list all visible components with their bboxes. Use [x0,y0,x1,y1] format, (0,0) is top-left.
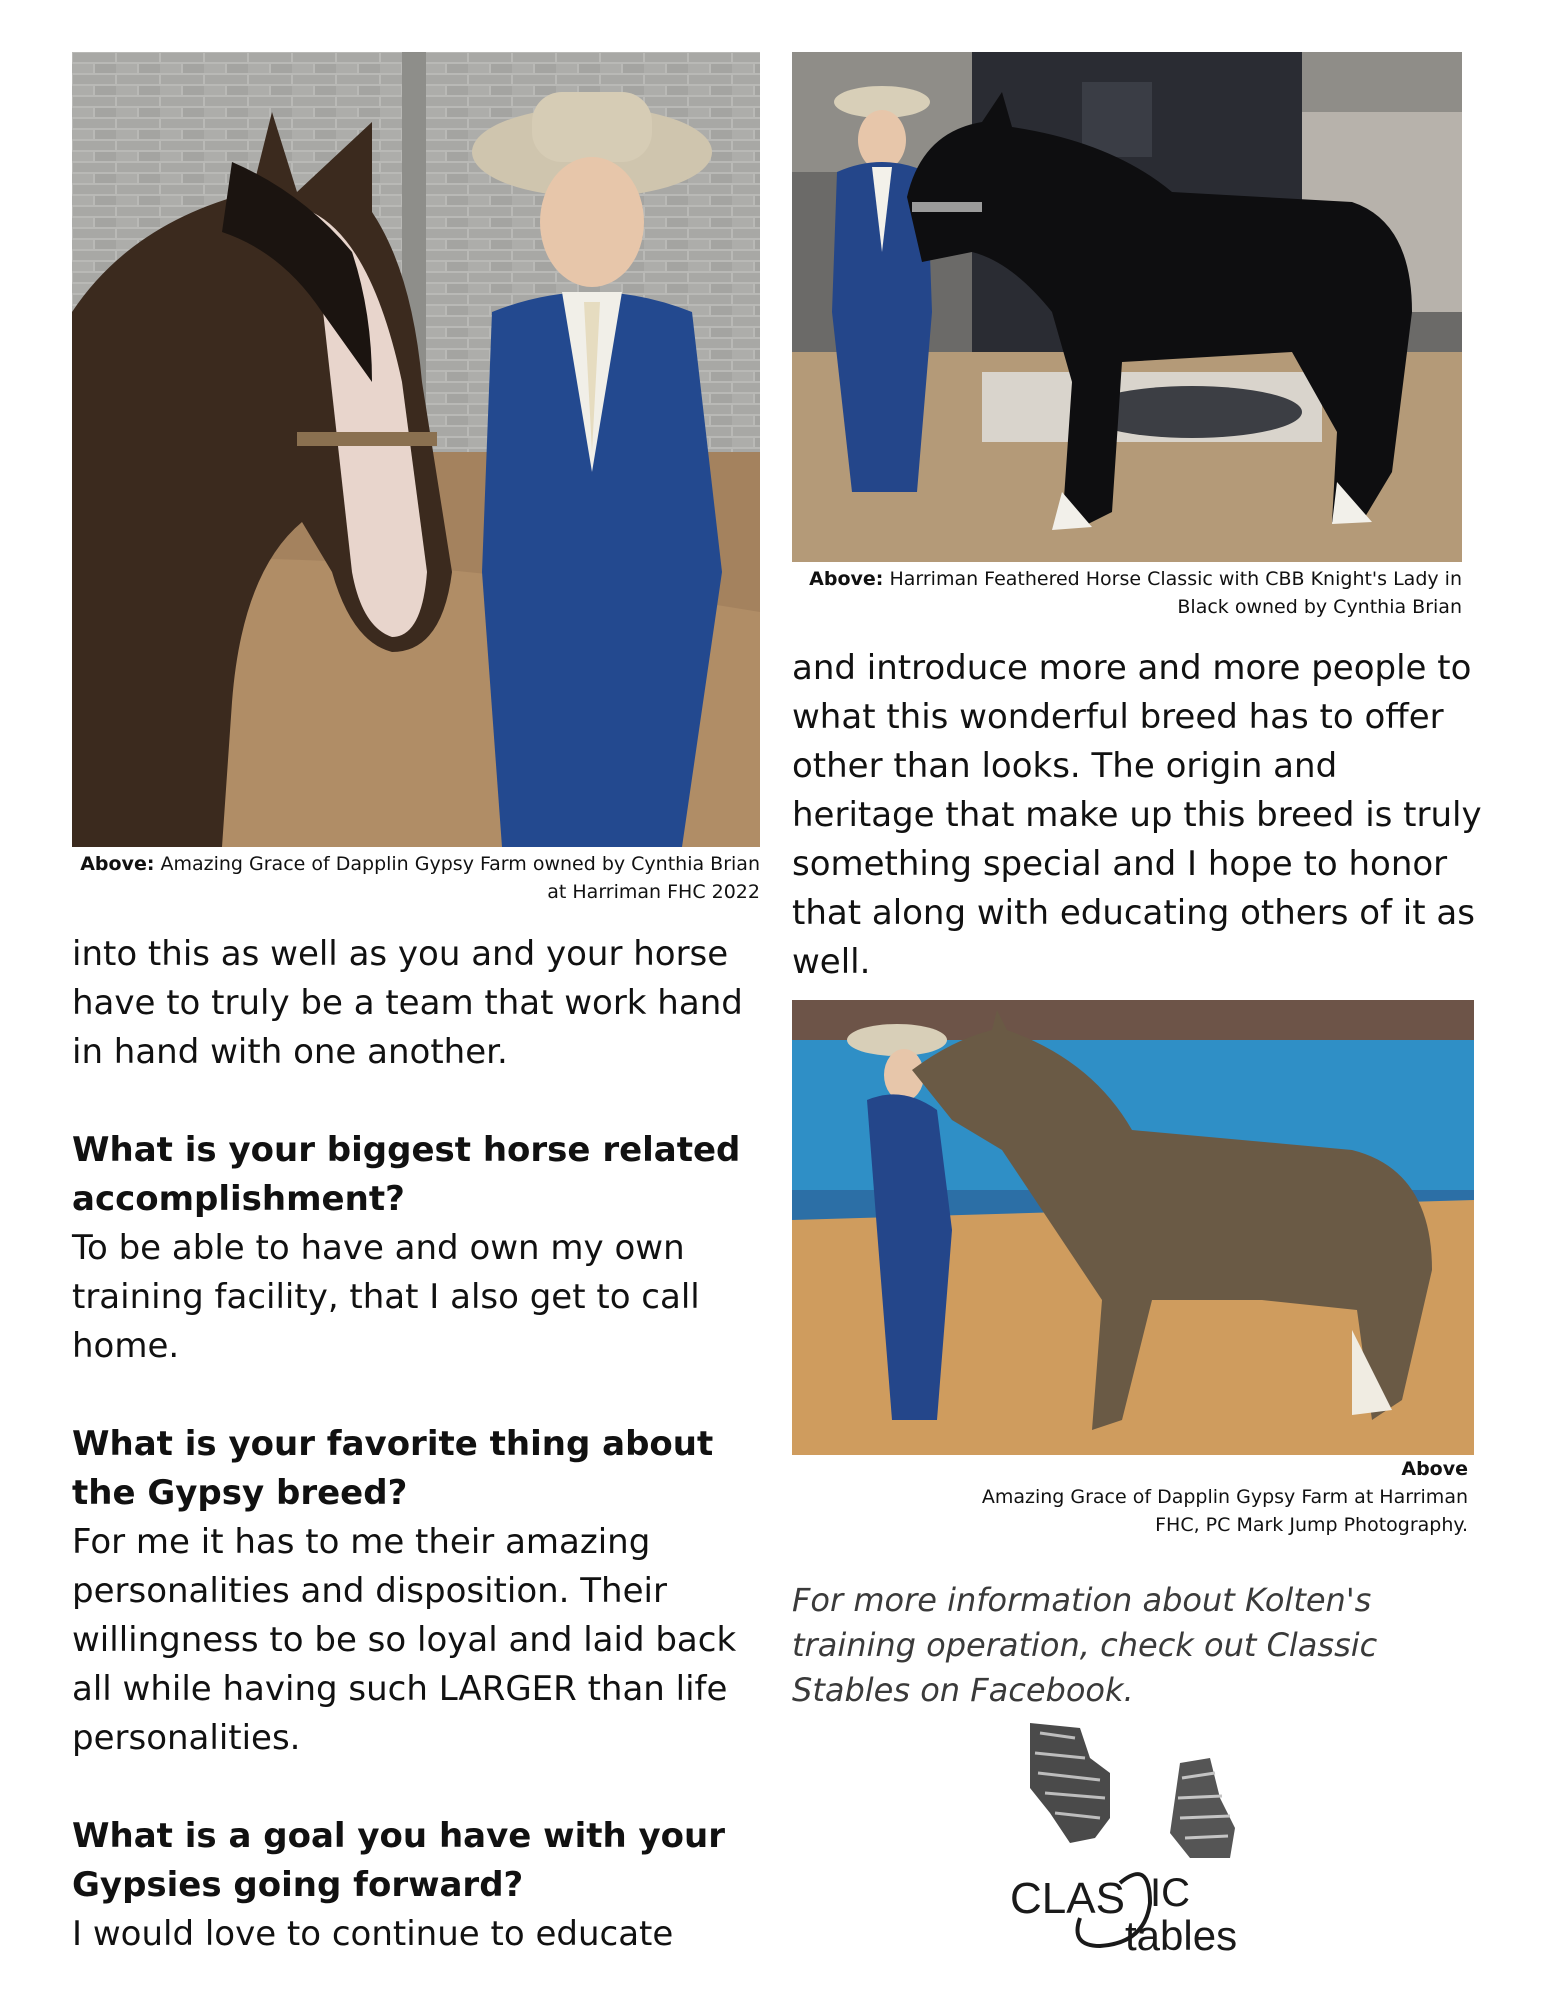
photo-handler-in-arena [792,1000,1474,1455]
photo3-caption [792,1455,1468,1539]
paragraph-gap [72,1077,772,1126]
caption-line: Amazing Grace of Dapplin Gypsy Farm at Harriman [981,1486,1468,1508]
caption-text: Amazing Grace of Dapplin Gypsy Farm owned by Cynthia Brian at Harriman FHC 2022 [160,853,760,903]
intro-paragraph: into this as well as you and your horse have to truly be a team that work hand in hand with one another. [72,934,743,1072]
caption-label: Above: [80,853,155,875]
continued-paragraph: and introduce more and more people to what this wonderful breed has to offer other than looks. The origin and heritage that make up this breed is truly something special and I hope to honor that along with educating others of it as well. [792,648,1482,982]
right-column-text [792,644,1482,987]
classic-stables-logo [1010,1718,1280,1958]
caption-label: Above [1401,1458,1468,1480]
photo-handler-with-bay-horse [72,52,760,847]
caption-label: Above: [809,568,884,590]
photo-illustration [72,52,760,847]
answer-favorite-thing: For me it has to me their amazing personalities and disposition. Their willingness to be so loyal and laid back all while having such LARGER than life personalities. [72,1522,737,1758]
caption-text: Harriman Feathered Horse Classic with CBB Knight's Lady in Black owned by Cynthia Brian [889,568,1462,618]
paragraph-gap [72,1371,772,1420]
photo2-caption [792,565,1462,621]
left-column-text [72,930,772,1959]
answer-goal: I would love to continue to educate [72,1914,674,1954]
paragraph-gap [72,1763,772,1812]
svg-text:CLAS: CLAS [1010,1874,1125,1923]
question-favorite-thing: What is your favorite thing about the Gypsy breed? [72,1424,714,1513]
caption-line: FHC, PC Mark Jump Photography. [1155,1514,1468,1536]
question-accomplishment: What is your biggest horse related accomplishment? [72,1130,741,1219]
answer-accomplishment: To be able to have and own my own training facility, that I also get to call home. [72,1228,700,1366]
facebook-note [792,1578,1482,1713]
facebook-note-text: For more information about Kolten's training operation, check out Classic Stables on Facebook. [792,1581,1378,1709]
photo-illustration [792,52,1462,562]
photo-handler-with-black-horse [792,52,1462,562]
photo-illustration [792,1000,1474,1455]
svg-text:tables: tables [1125,1912,1238,1958]
svg-text:IC: IC [1150,1871,1190,1915]
logo-graphic [1010,1718,1280,1958]
photo1-caption [72,850,760,906]
question-goal: What is a goal you have with your Gypsies going forward? [72,1816,726,1905]
